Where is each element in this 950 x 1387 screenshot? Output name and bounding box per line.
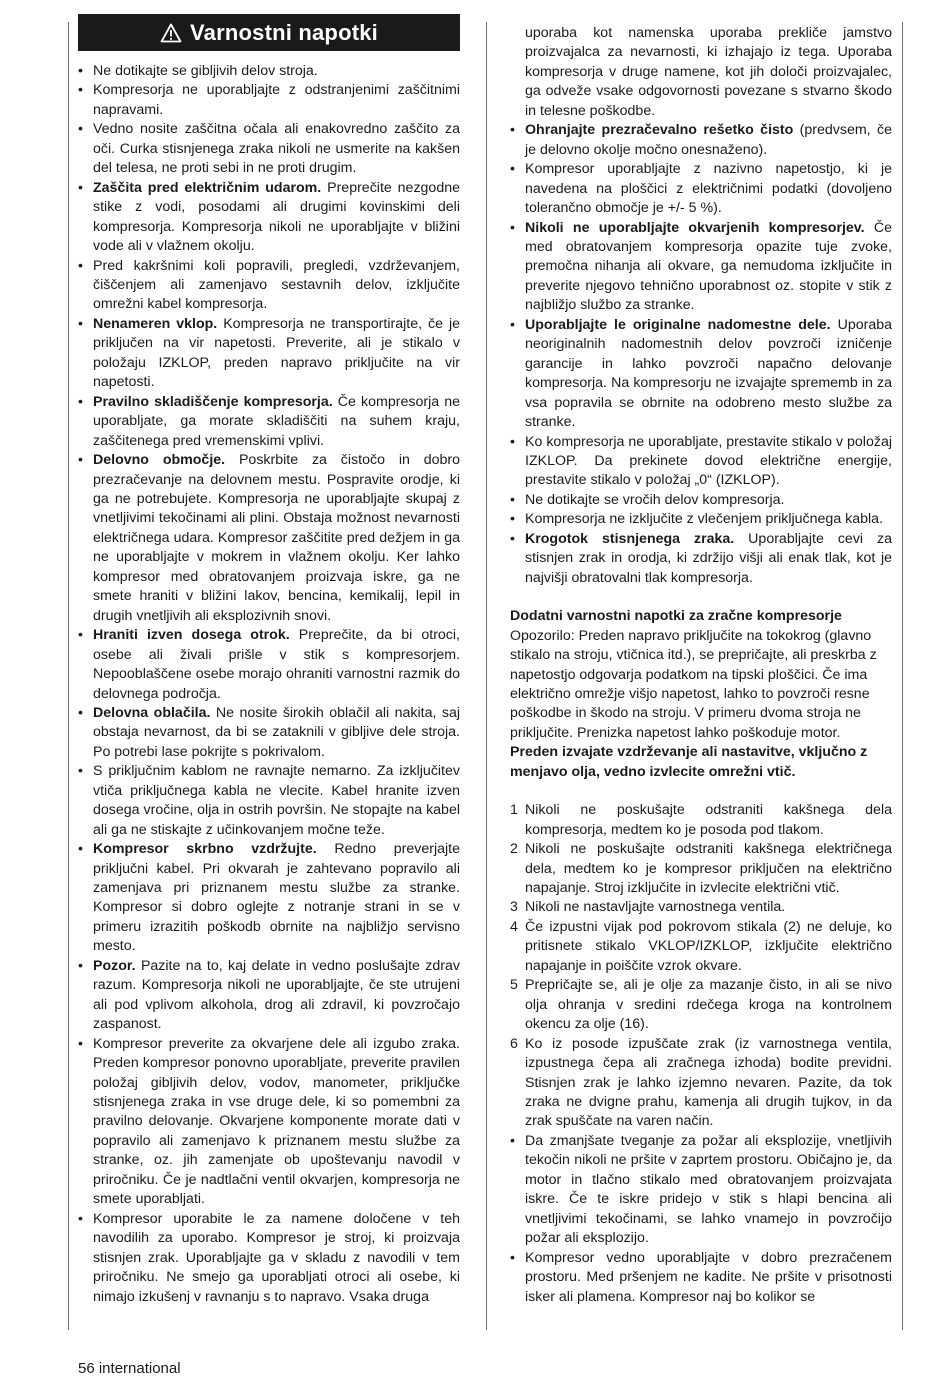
left-column [78, 14, 460, 1307]
bullet-lead: Nenameren vklop. [93, 315, 218, 332]
bullet-lead: Ohranjajte prezračevalno rešetko čisto [525, 122, 794, 139]
safety-item [78, 840, 460, 957]
safety-item [78, 762, 460, 840]
section-heading-text: Varnostni napotki [190, 19, 378, 45]
numbered-item [510, 1035, 892, 1132]
bullet-text: Če kompresorja ne uporabljate, ga morate skladiščiti na suhem kraju, zaščitenega pred vremenskimi vplivi. [93, 393, 461, 449]
bullet-text: Kompresorja ne uporabljajte z odstranjenimi zaščitnimi napravami. [93, 82, 460, 118]
bullet-lead: Zaščita pred električnim udarom. [93, 179, 322, 196]
bullet-text: Pazite na to, kaj delate in vedno poslušajte zdrav razum. Kompresorja nikoli ne uporabljajte, če ste utrujeni ali pod vplivom alkohola, drog ali zdravil, ki povzročajo zaspanost. [93, 957, 460, 1033]
safety-item [78, 315, 460, 393]
bullet-text: Ne nosite širokih oblačil ali nakita, saj obstaja nevarnost, da bi se zataknili v gibljive dele stroja. Po potrebi lase pokrijte s pokrivalom. [93, 704, 461, 760]
numbered-list [510, 801, 892, 1132]
warning-triangle-icon [160, 23, 182, 43]
bullet-text: (predvsem, če je delovno okolje močno onesnaženo). [525, 122, 892, 158]
safety-item [78, 1210, 460, 1307]
safety-item [78, 257, 460, 315]
safety-item [78, 62, 460, 81]
bullet-text: Ko kompresorja ne uporabljate, prestavite stikalo v položaj IZKLOP. Da prekinete dovod električne energije, prestavite stikalo v položaj „0“ (IZKLOP). [525, 433, 892, 489]
item-number: 1 [510, 802, 518, 819]
column-divider-rule [486, 22, 487, 1330]
safety-item [510, 316, 892, 433]
bullet-lead: Delovno območje. [93, 452, 226, 469]
continued-paragraph: uporaba kot namenska uporaba prekliče jamstvo proizvajalca za nevarnosti, ki izhajajo iz tega. Uporaba kompresorja v druge namene, kot jih določi proizvajalec, ga odveže vsake odgovornosti povezane s stvarno škodo in telesne poškodbe. [525, 25, 892, 119]
bullet-text: Kompresor uporabljajte z nazivno napetostjo, ki je navedena na ploščici z električnimi podatki (dovoljeno tolerančno območje je +/- 5 %). [525, 161, 892, 217]
item-number: 4 [510, 918, 518, 935]
safety-item [78, 626, 460, 704]
maintenance-warning-text: Preden izvajate vzdrževanje ali nastavitve, vključno z menjavo olja, vedno izvlecite omrežni vtič. [510, 744, 868, 780]
item-text: Ko iz posode izpuščate zrak (iz varnostnega ventila, izpustnega čepa ali zračnega izhoda) bodite previdni. Stisnjen zrak je lahko izjemno nevaren. Pazite, da tok zraka ne dvigne prahu, kamenja ali drugih tujkov, in da zrak spuščate na varen način. [525, 1035, 892, 1130]
safety-item [510, 219, 892, 316]
right-bullet-list [510, 121, 892, 588]
safety-item [510, 1249, 892, 1307]
subsection-title: Dodatni varnostni napotki za zračne kompresorje [510, 608, 842, 625]
bullet-text: Kompresorja ne transportirajte, če je priključen na vir napetosti. Preverite, ali je stikalo v položaju IZKLOP, preden napravo priključite na vir napetosti. [93, 315, 460, 391]
left-bullet-list [78, 62, 460, 1307]
bullet-text: Redno preverjajte priključni kabel. Pri okvarah je zahtevano popravilo ali zamenjava pri priznanem mestu službe za stranke. Kompresor si dobro oglejte z notranje strani in se v primeru izrazitih poškodb obrnite na najbližjo servisno mesto. [93, 841, 460, 955]
safety-item [78, 451, 460, 626]
bullet-text: Kompresor preverite za okvarjene dele ali izgubo zraka. Preden kompresor ponovno uporabljate, preverite pravilen položaj gibljivih delov, vodov, manometer, priključke stisnjenega zraka in vse druge dele, ki so pomembni za pravilno delovanje. Okvarjene komponente morate dati v popravilo ali zamenjavo k priznanem mestu službe za stranke, oz. jih zamenjate ob upoštevanju navodil v priročniku. Če je nadtlačni ventil okvarjen, kompresorja ne smete uporabljati. [93, 1035, 460, 1208]
bullet-text: Da zmanjšate tveganje za požar ali eksplozije, vnetljivih tekočin nikoli ne pršite v zaprtem prostoru. Običajno je, da motor in tlačno stikalo med obratovanjem proizvajata iskre. Če te iskre pridejo v stik s hlapi bencina ali vnetljivimi tekočinami, se lahko vnamejo in povzročijo požar ali eksplozijo. [525, 1132, 892, 1247]
safety-item [78, 81, 460, 120]
right-border-rule [902, 22, 903, 1330]
item-number: 2 [510, 841, 518, 858]
bullet-lead: Krogotok stisnjenega zraka. [525, 530, 735, 547]
safety-item [510, 530, 892, 588]
numbered-item [510, 898, 892, 917]
item-text: Nikoli ne poskušajte odstraniti kakšnega dela kompresorja, medtem ko je posoda pod tlakom. [525, 802, 892, 838]
safety-item [78, 120, 460, 178]
safety-item [510, 491, 892, 510]
item-text: Prepričajte se, ali je olje za mazanje čisto, in ali se nivo olja ohranja v sredini rdečega kroga na kontrolnem okencu za olje (16). [525, 977, 892, 1033]
safety-item [510, 510, 892, 529]
safety-item [78, 957, 460, 1035]
left-border-rule [68, 22, 69, 1330]
bullet-text: Pred kakršnimi koli popravili, pregledi, vzdrževanjem, čiščenjem ali zamenjavo sestavnih delov, izključite omrežni kabel kompresorja. [93, 257, 460, 313]
bullet-lead: Kompresor skrbno vzdržujte. [93, 841, 317, 858]
safety-item [510, 433, 892, 491]
spacer [510, 782, 892, 801]
numbered-item [510, 976, 892, 1034]
bullet-lead: Delovna oblačila. [93, 704, 211, 721]
bullet-text: Vedno nosite zaščitna očala ali enakovredno zaščito za oči. Curka stisnjenega zraka nikoli ne usmerite na kakšen del telesa, ne proti sebi in ne proti drugim. [93, 121, 460, 177]
bullet-text: Ne dotikajte se gibljivih delov stroja. [93, 63, 318, 79]
section-heading [78, 14, 460, 51]
safety-item [78, 704, 460, 762]
safety-item [78, 1035, 460, 1210]
bullet-text: Uporabljajte cevi za stisnjen zrak in orodja, ki zdržijo višji ali enak tlak, kot je najvišji obratovalni tlak kompresorja. [525, 530, 893, 586]
bullet-text: S priključnim kablom ne ravnajte nemarno. Za izključitev vtiča priključnega kabla ne vlecite. Kabel hranite izven dosega vročine, olja in ostrih površin. Ne stopajte na kabel ali ga ne stiskajte z učinkovanjem močne teže. [93, 763, 460, 838]
bullet-text: Kompresor vedno uporabljajte v dobro prezračenem prostoru. Med pršenjem ne kadite. Ne pršite v prisotnosti isker ali plamena. Kompresor naj bo kolikor se [525, 1249, 892, 1305]
bullet-lead: Pozor. [93, 957, 136, 974]
bullet-text: Preprečite, da bi otroci, osebe ali živali prišle v stik s kompresorjem. Nepooblaščene osebe morajo ohraniti varnostni razmik do delovnega področja. [93, 627, 460, 702]
numbered-item [510, 918, 892, 976]
item-number: 6 [510, 1035, 518, 1052]
bullet-text: Kompresor uporabite le za namene določene v teh navodilih za uporabo. Kompresor je stroj, ki proizvaja stisnjen zrak. Uporabljajte ga v skladu z navodili v tem priročniku. Ne smejo ga uporabljati otroci ali osebe, ki nimajo izkušenj v ravnanju s to napravo. Vsaka druga [93, 1210, 460, 1305]
safety-item [78, 179, 460, 257]
safety-item [78, 393, 460, 451]
item-number: 5 [510, 977, 518, 994]
bullet-text: Kompresorja ne izključite z vlečenjem priključnega kabla. [525, 511, 884, 528]
safety-item [510, 1132, 892, 1249]
warning-paragraph: Opozorilo: Preden napravo priključite na tokokrog (glavno stikalo na stroju, vtičnica itd.), se prepričajte, ali preskrba z napetostjo odgovarja podatkom na tipski ploščici. Če ima električno omrežje višjo napetost, lahko to povzroči resne poškodbe in škodo na stroju. V primeru dvoma stroja ne priključite. Prenizka napetost lahko poškoduje motor. [510, 627, 877, 741]
page-footer: 56 international [78, 1360, 181, 1377]
bullet-text: Ne dotikajte se vročih delov kompresorja. [525, 491, 785, 508]
bullet-text: Poskrbite za čistočo in dobro prezračevanje na delovnem mestu. Pospravite orodje, ki ga ne potrebujete. Kompresorja ne uporabljajte skupaj z vnetljivimi tekočinami ali plini. Obstaja možnost nevarnosti električnega udara. Kompresor zaščitite pred dežjem in ga ne uporabljajte v mokrem in vlažnem okolju. Ker lahko kompresor med obratovanjem proizvaja iskre, ga ne smete hraniti v bližini lakov, bencina, kemikalij, lepil in drugih vnetljivih ali eksplozivnih snovi. [93, 452, 460, 624]
safety-item [510, 160, 892, 218]
bullet-lead: Pravilno skladiščenje kompresorja. [93, 393, 333, 410]
item-text: Nikoli ne nastavljajte varnostnega ventila. [525, 899, 786, 916]
numbered-item [510, 801, 892, 840]
item-number: 3 [510, 899, 518, 916]
safety-item [510, 121, 892, 160]
item-text: Če izpustni vijak pod pokrovom stikala (2) ne deluje, ko pritisnete stikalo VKLOP/IZKLOP, izključite električno napajanje in poiščite vzrok okvare. [525, 918, 892, 974]
final-bullet-list [510, 1132, 892, 1307]
bullet-lead: Nikoli ne uporabljajte okvarjenih kompresorjev. [525, 219, 865, 236]
maintenance-warning [510, 743, 892, 782]
numbered-item [510, 840, 892, 898]
bullet-text: Če med obratovanjem kompresorja opazite tuje zvoke, premočna nihanja ali okvare, ga nemudoma izključite in preverite njegovo tehnično uporabnost oz. stopite v stik z najbližjo službo za stranke. [525, 219, 893, 314]
bullet-lead: Hraniti izven dosega otrok. [93, 627, 290, 644]
bullet-lead: Uporabljajte le originalne nadomestne dele. [525, 316, 831, 333]
item-text: Nikoli ne poskušajte odstraniti kakšnega električnega dela, medtem ko je kompresor priključen na električno napajanje. Stroj izključite in izvlecite električni vtič. [525, 841, 892, 897]
bullet-text: Uporaba neoriginalnih nadomestnih delov povzroči izničenje garancije in lahko povzroči napačno delovanje kompresorja. Na kompresorju ne izvajajte sprememb in za vsa popravila se obrnite na odobreno mesto službe za stranke. [525, 316, 892, 431]
bullet-text: Preprečite nezgodne stike z vodi, posodami ali drugimi kovinskimi deli kompresorja. Kompresorja nikoli ne uporabljajte v bližini vode ali v vlažnem okolju. [93, 179, 460, 255]
right-column [510, 24, 892, 1307]
